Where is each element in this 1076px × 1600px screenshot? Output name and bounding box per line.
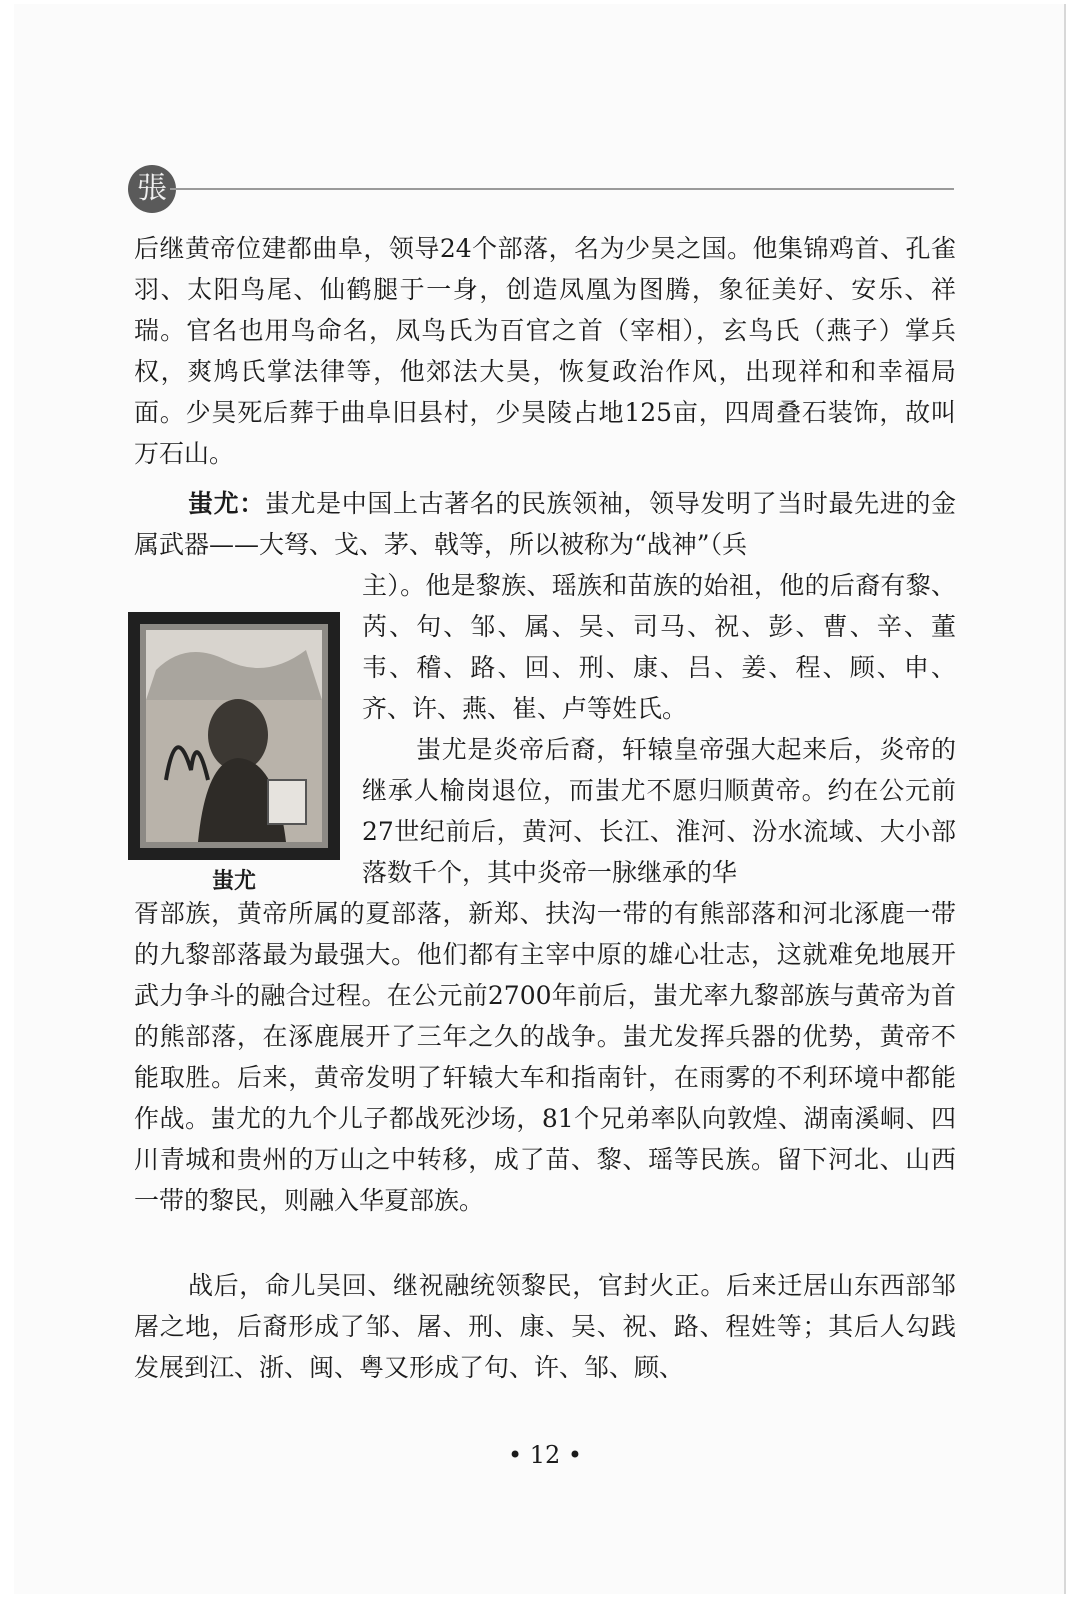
figure-caption: 蚩尤	[211, 868, 256, 894]
portrait-image	[140, 624, 328, 848]
paragraph-2-wrap-text: 主）。他是黎族、瑶族和苗族的始祖，他的后裔有黎、芮、句、邹、属、吴、司马、祝、彭、曹、辛、董韦、稽、路、回、刑、康、吕、姜、程、顾、申、齐、许、燕、崔、卢等姓氏。	[362, 571, 956, 723]
header-rule	[170, 188, 954, 190]
header-badge: 張	[128, 165, 176, 213]
paragraph-4	[134, 1265, 956, 1388]
paragraph-3-text: 胥部族，黄帝所属的夏部落，新郑、扶沟一带的有熊部落和河北涿鹿一带的九黎部落最为最强大。他们都有主宰中原的雄心壮志，这就难免地展开武力争斗的融合过程。在公元前2700年前后，蚩尤率九黎部族与黄帝为首的熊部落，在涿鹿展开了三年之久的战争。蚩尤发挥兵器的优势，黄帝不能取胜。后来，黄帝发明了轩辕大车和指南针，在雨雾的不利环境中都能作战。蚩尤的九个儿子都战死沙场，81个兄弟率队向敦煌、湖南溪峒、四川青城和贵州的万山之中转移，成了苗、黎、瑶等民族。留下河北、山西一带的黎民，则融入华夏部族。	[134, 899, 956, 1215]
paragraph-2	[134, 483, 956, 565]
paragraph-3-wrap	[362, 729, 956, 893]
paragraph-2-wrap	[362, 565, 956, 729]
paragraph-2-lead: 蚩尤：	[188, 489, 265, 518]
paragraph-3-wrap-text: 蚩尤是炎帝后裔，轩辕皇帝强大起来后，炎帝的继承人榆岗退位，而蚩尤不愿归顺黄帝。约在公元前27世纪前后，黄河、长江、淮河、汾水流域、大小部落数千个，其中炎帝一脉继承的华	[362, 735, 956, 887]
chiyou-portrait	[128, 612, 340, 860]
paragraph-4-text: 战后，命儿吴回、继祝融统领黎民，官封火正。后来迁居山东西部邹屠之地，后裔形成了邹、屠、刑、康、吴、祝、路、程姓等；其后人勾践发展到江、浙、闽、粤又形成了句、许、邹、顾、	[134, 1271, 956, 1382]
portrait-illustration	[146, 630, 322, 842]
paragraph-2-body	[134, 483, 956, 565]
paragraph-3	[134, 893, 956, 1221]
page-number: • 12 •	[507, 1441, 583, 1469]
paragraph-1-text: 后继黄帝位建都曲阜，领导24个部落，名为少昊之国。他集锦鸡首、孔雀羽、太阳鸟尾、仙鹤腿于一身，创造凤凰为图腾，象征美好、安乐、祥瑞。官名也用鸟命名，凤鸟氏为百官之首（宰相），玄鸟氏（燕子）掌兵权，爽鸠氏掌法律等，他郊法大昊，恢复政治作风，出现祥和和幸福局面。少昊死后葬于曲阜旧县村，少昊陵占地125亩，四周叠石装饰，故叫万石山。	[134, 234, 956, 468]
paragraph-2-text: 蚩尤是中国上古著名的民族领袖，领导发明了当时最先进的金属武器——大弩、戈、茅、戟等，所以被称为“战神”（兵	[134, 489, 956, 559]
paragraph-1	[134, 228, 956, 474]
